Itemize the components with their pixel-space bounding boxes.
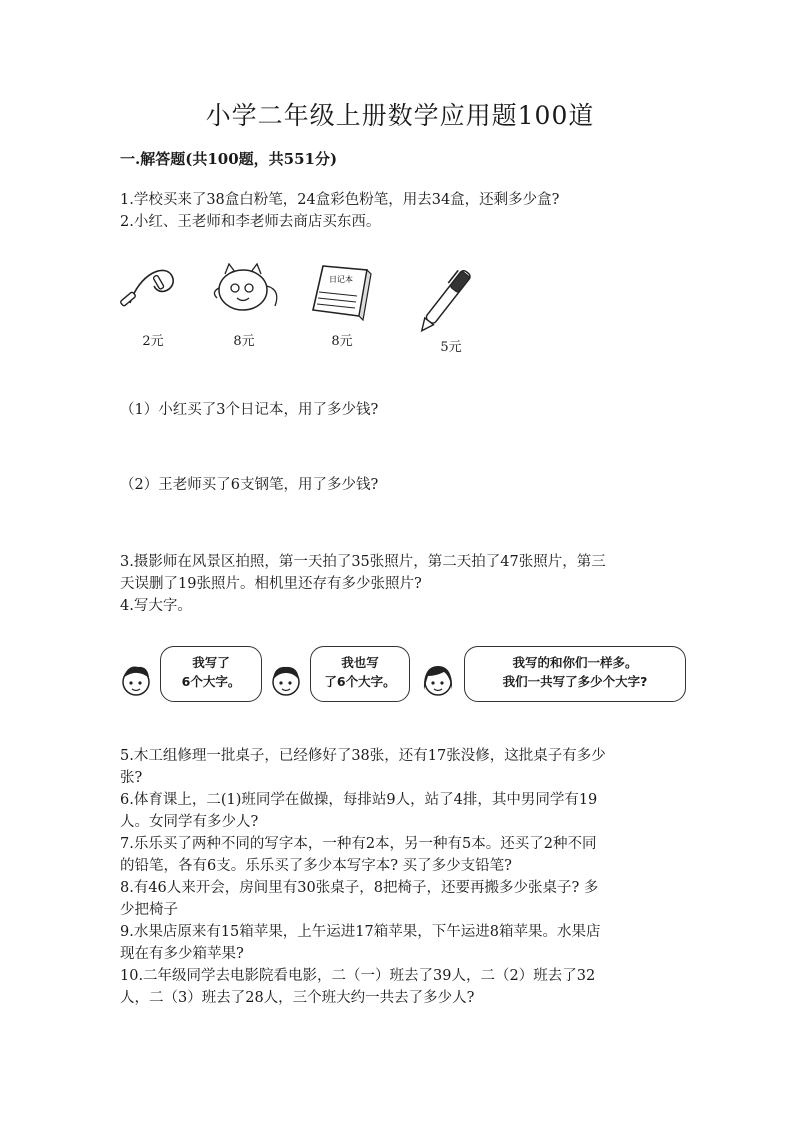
- question-2-part-1: （1）小红买了3个日记本，用了多少钱?: [120, 402, 379, 418]
- question-3-line-2: 天误删了19张照片。相机里还存有多少张照片?: [120, 576, 422, 592]
- speech-text: 我们一共写了多少个大字?: [502, 674, 648, 689]
- question-2-part-2: （2）王老师买了6支钢笔，用了多少钱?: [120, 477, 379, 493]
- speech-text: 我写的和你们一样多。: [512, 655, 638, 670]
- speech-bubble-3: [464, 646, 686, 702]
- question-7-line-1: 7.乐乐买了两种不同的写字本，一种有2本，另一种有5本。还买了2种不同: [120, 836, 597, 852]
- notebook-cover-text: 日记本: [329, 275, 353, 284]
- boy-face-icon: [268, 660, 304, 700]
- question-10-line-1: 10.二年级同学去电影院看电影，二（一）班去了39人，二（2）班去了32: [120, 968, 596, 984]
- kids-speech-illustration: [118, 642, 688, 708]
- boy-face-icon: [118, 660, 154, 700]
- speech-bubble-2: [310, 646, 410, 702]
- question-4: 4.写大字。: [120, 598, 192, 614]
- price-label: 2元: [142, 334, 164, 349]
- price-label: 8元: [331, 334, 353, 349]
- pen-icon: [410, 258, 500, 338]
- question-9-line-1: 9.水果店原来有15箱苹果，上午运进17箱苹果，下午运进8箱苹果。水果店: [120, 924, 601, 940]
- speech-bubble-1: [160, 646, 262, 702]
- girl-face-icon: [420, 660, 456, 700]
- question-5-line-1: 5.木工组修理一批桌子，已经修好了38张，还有17张没修，这批桌子有多少: [120, 748, 606, 764]
- question-5-line-2: 张?: [120, 770, 143, 786]
- price-label: 8元: [233, 334, 255, 349]
- product-jump-rope: [110, 258, 200, 358]
- product-notebook: [305, 258, 395, 358]
- speech-text: 我写了: [192, 655, 230, 670]
- notebook-icon: [305, 258, 395, 328]
- question-8-line-1: 8.有46人来开会，房间里有30张桌子，8把椅子，还要再搬多少张桌子? 多: [120, 880, 599, 896]
- question-6-line-1: 6.体育课上，二(1)班同学在做操，每排站9人，站了4排，其中男同学有19: [120, 792, 598, 808]
- backpack-icon: [205, 258, 295, 328]
- question-10-line-2: 人，二（3）班去了28人，三个班大约一共去了多少人?: [120, 990, 475, 1006]
- question-8-line-2: 少把椅子: [120, 902, 178, 918]
- speech-text: 6个大字。: [181, 674, 241, 689]
- speech-text: 了6个大字。: [324, 674, 396, 689]
- product-pen: [410, 258, 500, 358]
- question-7-line-2: 的铅笔，各有6支。乐乐买了多少本写字本? 买了多少支铅笔?: [120, 858, 512, 874]
- question-3-line-1: 3.摄影师在风景区拍照，第一天拍了35张照片，第二天拍了47张照片，第三: [120, 554, 606, 570]
- section-heading: 一.解答题(共100题，共551分): [120, 150, 338, 168]
- question-6-line-2: 人。女同学有多少人?: [120, 814, 259, 830]
- product-illustration: [110, 258, 490, 358]
- price-label: 5元: [440, 340, 462, 355]
- question-2: 2.小红、王老师和李老师去商店买东西。: [120, 214, 381, 230]
- product-backpack: [205, 258, 295, 358]
- jump-rope-icon: [110, 258, 200, 328]
- page-title: 小学二年级上册数学应用题100道: [205, 101, 595, 130]
- question-9-line-2: 现在有多少箱苹果?: [120, 946, 244, 962]
- question-1: 1.学校买来了38盒白粉笔，24盒彩色粉笔，用去34盒，还剩多少盒?: [120, 192, 560, 208]
- speech-text: 我也写: [341, 655, 379, 670]
